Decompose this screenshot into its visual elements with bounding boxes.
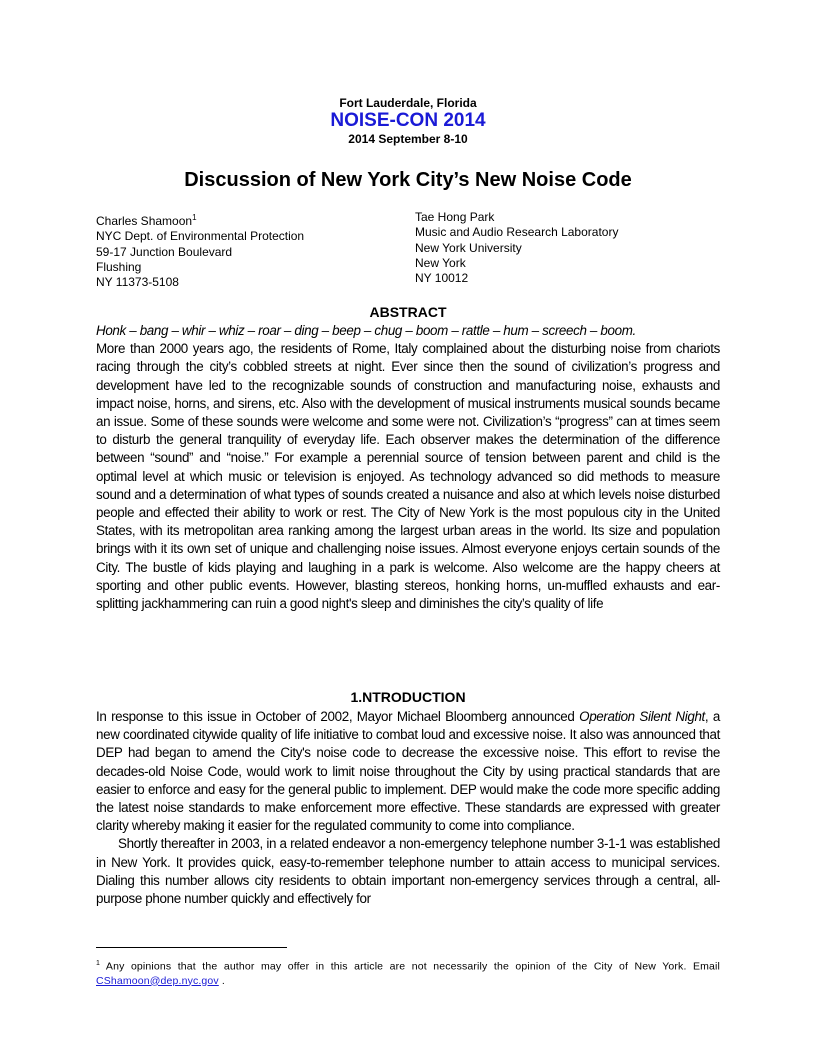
author-2	[415, 210, 618, 286]
author-1-footnote-mark: 1	[192, 213, 197, 222]
footnote-mark: 1	[96, 960, 101, 967]
author-2-affiliation: Music and Audio Research Laboratory	[415, 225, 619, 240]
introduction-paragraph-2: Shortly thereafter in 2003, in a related endeavor a non-emergency telephone number 3-1-1 was established in New York. It provides quick, easy-to-remember telephone number to attain access to municipal services. Dialing this number allows city residents to obtain important non-emergency services through a central, all-purpose phone number quickly and effectively for	[96, 836, 720, 907]
author-2-name: Tae Hong Park	[415, 210, 495, 224]
intro-p1-rest: , a new coordinated citywide quality of life initiative to combat loud and excessive noise. It also was announced that DEP had began to amend the City's noise code to decrease the excessive noise. This effort to revise the decades-old Noise Code, would work to limit noise throughout the City by using practical standards that are easier to enforce and easy for the general public to implement. DEP would make the code more specific adding the latest noise standards to make enforcement more effective. These standards are expressed with greater clarity whereby making it easier for the regulated community to come into compliance.	[96, 709, 721, 834]
abstract-body	[96, 322, 720, 613]
footnote-email-link[interactable]: CShamoon@dep.nyc.gov	[96, 974, 219, 987]
footnote-separator	[96, 947, 287, 948]
introduction-body	[96, 708, 720, 908]
conference-name: NOISE-CON 2014	[330, 110, 486, 131]
footnote-text: Any opinions that the author may offer in this article are not necessarily the opinion of the City of New York. Email	[100, 960, 720, 973]
author-2-state-zip: NY 10012	[415, 271, 469, 286]
intro-p1-start: In response to this issue in October of 2002, Mayor Michael Bloomberg announced	[96, 709, 580, 724]
abstract-heading: ABSTRACT	[369, 304, 447, 320]
abstract-paragraph: More than 2000 years ago, the residents of Rome, Italy complained about the disturbing noise from chariots racing through the city’s cobbled streets at night. Ever since then the sound of civilization’s progress and development have led to the recognizable sounds of construction and manufacturing noise, exhausts and impact noise, horns, and sirens, etc. Also with the development of musical instruments musical sounds became an issue. Some of these sounds were welcome and some were not. Civilization’s “progress” can at times seem to disturb the general tranquility of everyday life. Each observer makes the determination of the difference between “sound” and “noise.” For example a perennial source of tension between parent and child is the optimal level at which music or television is enjoyed. As technology advanced so did methods to measure sound and a determination of what types of sounds created a nuisance and also at which levels noise disturbed people and effected their ability to work or rest. The City of New York is the most populous city in the United States, with its metropolitan area ranking among the largest urban areas in the world. Its size and population brings with it its own set of unique and challenging noise issues. Almost everyone enjoys certain sounds of the City. The bustle of kids playing and laughing in a park is welcome. Also welcome are the happy cheers at sporting and other public events. However, blasting stereos, honking horns, un-muffled exhausts and ear-splitting jackhammering can ruin a good night's sleep and diminishes the city’s quality of life	[96, 341, 720, 612]
author-2-city: New York	[415, 255, 466, 270]
author-1-state-zip: NY 11373-5108	[96, 275, 179, 290]
author-1-name: Charles Shamoon	[96, 214, 193, 228]
author-1-street: 59-17 Junction Boulevard	[96, 244, 233, 259]
introduction-paragraph-1	[96, 708, 720, 835]
abstract-lead-sentence: Honk – bang – whir – whiz – roar – ding – beep – chug – boom – rattle – hum – screech – boom.	[96, 323, 636, 338]
conference-date: 2014 September 8-10	[348, 132, 468, 146]
intro-p1-emphasis: Operation Silent Night	[579, 709, 705, 724]
footnote-suffix: .	[218, 974, 225, 987]
author-2-institution: New York University	[415, 240, 522, 255]
paper-title: Discussion of New York City’s New Noise Code	[184, 169, 632, 191]
author-1-affiliation: NYC Dept. of Environmental Protection	[96, 229, 305, 244]
conference-header	[0, 96, 816, 146]
author-1-city: Flushing	[96, 259, 142, 274]
introduction-heading: 1.NTRODUCTION	[350, 689, 466, 705]
conference-location: Fort Lauderdale, Florida	[339, 96, 477, 110]
footnote	[96, 957, 720, 988]
author-1	[96, 210, 304, 290]
